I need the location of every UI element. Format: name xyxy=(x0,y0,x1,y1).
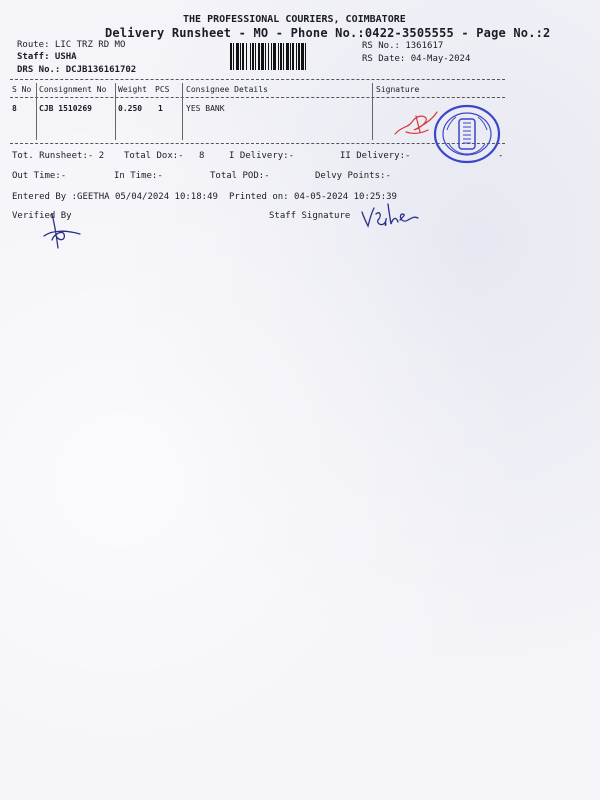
i-delivery: I Delivery:- xyxy=(229,151,295,161)
ii-delivery-trail: - xyxy=(498,151,504,161)
in-time: In Time:- xyxy=(114,171,163,181)
table-bottom-rule xyxy=(10,143,505,144)
total-runsheet: Tot. Runsheet:- 2 xyxy=(12,151,105,161)
table-header-rule xyxy=(10,97,505,98)
company-name: THE PROFESSIONAL COURIERS, COIMBATORE xyxy=(183,14,406,25)
cell-consignee: YES BANK xyxy=(186,104,225,113)
route-label: Route: LIC TRZ RD MO xyxy=(17,40,126,50)
delivery-points: Delvy Points:- xyxy=(315,171,391,181)
drs-number: DRS No.: DCJB136161702 xyxy=(17,65,137,75)
col-header-weight: Weight xyxy=(118,85,147,94)
total-dox-label: Total Dox:- xyxy=(124,151,184,161)
col-divider xyxy=(372,83,373,140)
cell-pcs: 1 xyxy=(158,104,163,113)
staff-label: Staff: USHA xyxy=(17,52,77,62)
col-header-consignment: Consignment No xyxy=(39,85,107,94)
staff-signature-label: Staff Signature xyxy=(269,211,351,221)
total-dox-value: 8 xyxy=(199,151,205,161)
bank-stamp xyxy=(433,104,504,164)
col-header-consignee: Consignee Details xyxy=(186,85,268,94)
staff-signature xyxy=(360,200,420,232)
total-pod: Total POD:- xyxy=(210,171,270,181)
col-divider xyxy=(36,83,37,140)
table-top-rule xyxy=(10,79,505,80)
out-time: Out Time:- xyxy=(12,171,67,181)
cell-consignment: CJB 1510269 xyxy=(39,104,92,113)
barcode xyxy=(230,43,356,70)
printed-on: Printed on: 04-05-2024 10:25:39 xyxy=(229,192,397,202)
cell-sno: 8 xyxy=(12,104,17,113)
col-header-signature: Signature xyxy=(376,85,420,94)
ii-delivery: II Delivery:- xyxy=(340,151,411,161)
barcode-bar xyxy=(306,43,308,70)
col-header-sno: S No xyxy=(12,85,32,94)
col-divider xyxy=(115,83,116,140)
rs-date: RS Date: 04-May-2024 xyxy=(362,54,471,64)
col-divider xyxy=(182,83,183,140)
cell-weight: 0.250 xyxy=(118,104,143,113)
verifier-signature xyxy=(38,212,88,252)
verified-by-label: Verified By xyxy=(12,211,72,221)
rs-number: RS No.: 1361617 xyxy=(362,41,444,51)
col-header-pcs: PCS xyxy=(155,85,170,94)
entered-by: Entered By :GEETHA 05/04/2024 10:18:49 xyxy=(12,192,218,202)
document-title: Delivery Runsheet - MO - Phone No.:0422-3505555 - Page No.:2 xyxy=(105,26,551,40)
